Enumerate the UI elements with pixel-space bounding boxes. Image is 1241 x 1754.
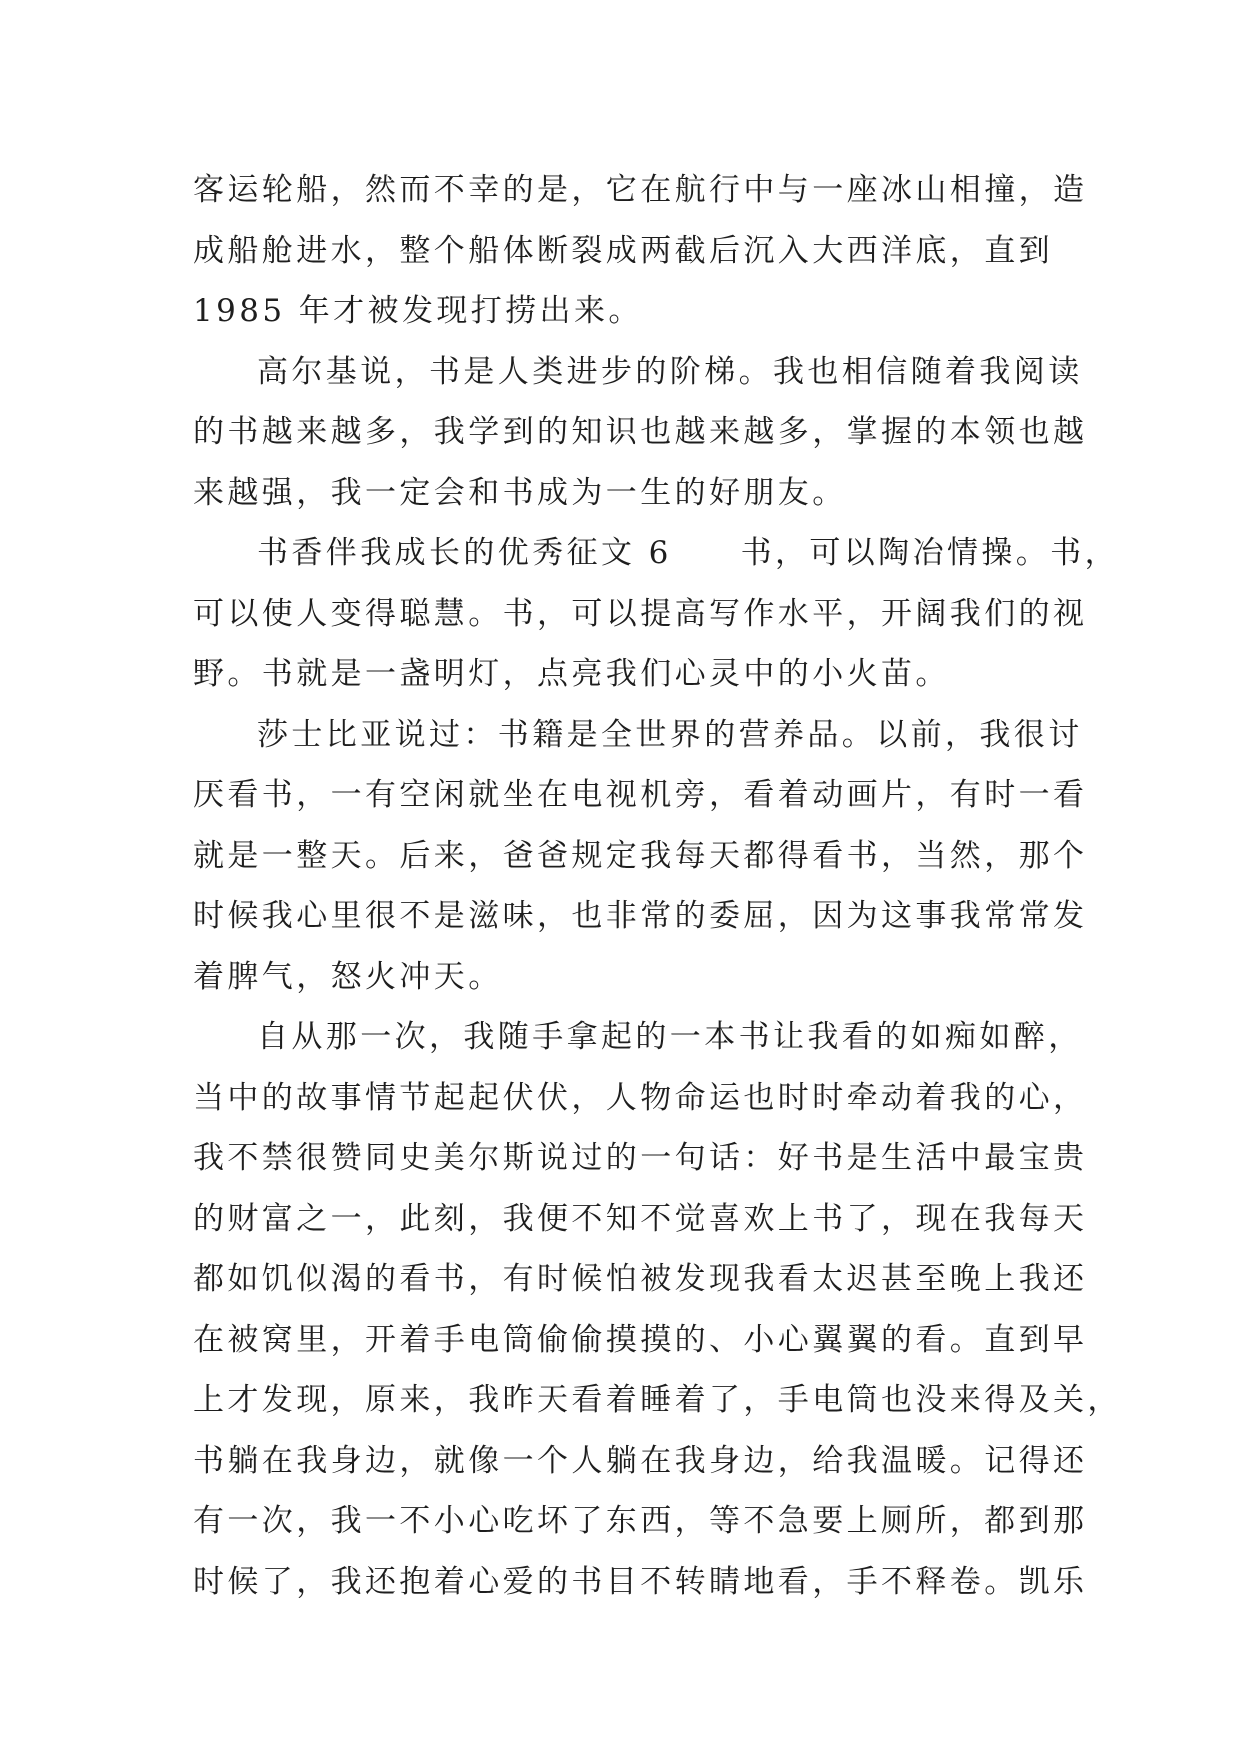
text-line: 来越强，我一定会和书成为一生的好朋友。: [193, 474, 847, 511]
text-line: 厌看书，一有空闲就坐在电视机旁，看着动画片，有时一看: [193, 777, 1088, 813]
text-line: 着脾气，怒火冲天。: [193, 958, 503, 995]
document-body: [193, 160, 1122, 1612]
text-line: 客运轮船，然而不幸的是，它在航行中与一座冰山相撞，造: [193, 172, 1088, 208]
text-line: 我不禁很赞同史美尔斯说过的一句话：好书是生活中最宝贵: [193, 1140, 1088, 1176]
text-line: 时候我心里很不是滋味，也非常的委屈，因为这事我常常发: [193, 898, 1088, 934]
text-line: 野。书就是一盏明灯，点亮我们心灵中的小火苗。: [193, 656, 950, 692]
text-line: 可以使人变得聪慧。书，可以提高写作水平，开阔我们的视: [193, 595, 1088, 632]
text-line: 时候了，我还抱着心爱的书目不转睛地看，手不释卷。凯乐: [193, 1563, 1088, 1600]
text-line: 书躺在我身边，就像一个人躺在我身边，给我温暖。记得还: [193, 1442, 1088, 1479]
text-line: 就是一整天。后来，爸爸规定我每天都得看书，当然，那个: [193, 837, 1088, 874]
text-line: 都如饥似渴的看书，有时候怕被发现我看太迟甚至晚上我还: [193, 1261, 1088, 1297]
text-line: 上才发现，原来，我昨天看着睡着了，手电筒也没来得及关，: [193, 1382, 1122, 1418]
text-line: 成船舱进水，整个船体断裂成两截后沉入大西洋底，直到: [193, 232, 1053, 269]
section-heading-line: 书香伴我成长的优秀征文 6 书，可以陶冶情操。书，: [257, 535, 1119, 571]
text-line: 的财富之一，此刻，我便不知不觉喜欢上书了，现在我每天: [193, 1200, 1088, 1237]
text-line: 有一次，我一不小心吃坏了东西，等不急要上厕所，都到那: [193, 1503, 1088, 1539]
paragraph-first-line: 莎士比亚说过：书籍是全世界的营养品。以前，我很讨: [257, 716, 1083, 753]
paragraph-first-line: 高尔基说，书是人类进步的阶梯。我也相信随着我阅读: [257, 353, 1083, 390]
text-line: 的书越来越多，我学到的知识也越来越多，掌握的本领也越: [193, 414, 1088, 450]
text-line: 在被窝里，开着手电筒偷偷摸摸的、小心翼翼的看。直到早: [193, 1321, 1088, 1358]
text-line: 当中的故事情节起起伏伏，人物命运也时时牵动着我的心，: [193, 1079, 1088, 1116]
text-line: 1985 年才被发现打捞出来。: [193, 293, 643, 329]
paragraph-first-line: 自从那一次，我随手拿起的一本书让我看的如痴如醉，: [257, 1019, 1083, 1055]
